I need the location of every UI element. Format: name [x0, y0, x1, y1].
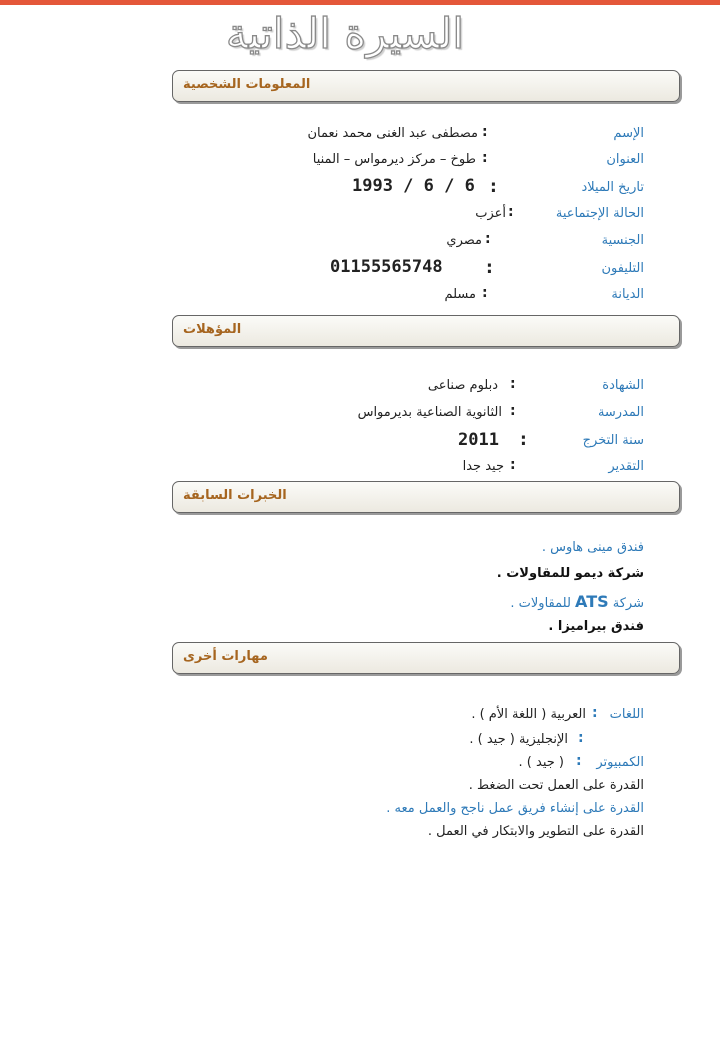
value-degree: دبلوم صناعى	[427, 378, 498, 393]
colon-marital: :	[508, 204, 514, 220]
colon-phone: :	[486, 258, 493, 278]
section-header-personal	[172, 70, 680, 102]
section-title-qualifications: المؤهلات	[183, 322, 242, 337]
value-school: الثانوية الصناعية بديرمواس	[357, 405, 502, 420]
experience-item-3-suffix: للمقاولات .	[510, 596, 571, 611]
value-marital: أعزب	[475, 206, 506, 221]
value-name: مصطفى عبد الغنى محمد نعمان	[307, 126, 478, 141]
label-grad-year: سنة التخرج	[582, 433, 644, 448]
experience-item-2: شركة ديمو للمقاولات .	[496, 566, 644, 581]
label-school: المدرسة	[597, 405, 644, 420]
label-religion: الديانة	[611, 287, 644, 302]
skill-item-1: القدرة على العمل تحت الضغط .	[468, 778, 644, 793]
colon-name: :	[482, 124, 488, 140]
experience-item-1: فندق مينى هاوس .	[541, 540, 644, 555]
label-nationality: الجنسية	[601, 233, 644, 248]
colon-language-2: :	[578, 730, 584, 746]
value-address: طوخ – مركز ديرمواس – المنيا	[312, 152, 476, 167]
label-address: العنوان	[606, 152, 644, 167]
colon-address: :	[482, 150, 488, 166]
experience-item-4: فندق بيراميزا .	[548, 619, 644, 634]
colon-birth: :	[490, 177, 497, 197]
colon-computer: :	[576, 753, 582, 769]
experience-item-3-prefix: شركة	[612, 596, 644, 611]
value-religion: مسلم	[444, 287, 476, 302]
section-header-experience	[172, 481, 680, 513]
top-accent-bar	[0, 0, 720, 5]
label-name: الإسم	[613, 126, 644, 141]
colon-nationality: :	[485, 231, 491, 247]
skill-item-3: القدرة على التطوير والابتكار في العمل .	[427, 824, 644, 839]
value-birth: 1993 / 6 / 6	[352, 176, 475, 196]
colon-languages: :	[592, 705, 598, 721]
value-grad-year: 2011	[458, 430, 499, 450]
value-computer: ( جيد ) .	[518, 755, 564, 770]
experience-item-3-brand: ATS	[575, 592, 609, 611]
label-grade: التقدير	[608, 459, 644, 474]
label-birth: تاريخ الميلاد	[581, 180, 644, 195]
section-header-qualifications	[172, 315, 680, 347]
colon-degree: :	[510, 376, 516, 392]
colon-school: :	[510, 403, 516, 419]
experience-item-3	[510, 592, 644, 611]
value-grade: جيد جدا	[462, 459, 504, 474]
section-title-personal: المعلومات الشخصية	[183, 77, 311, 92]
value-language-1: العربية ( اللغة الأم ) .	[471, 707, 586, 722]
section-title-skills: مهارات أخرى	[183, 649, 268, 664]
section-title-experience: الخبرات السابقة	[183, 488, 287, 503]
label-marital: الحالة الإجتماعية	[555, 206, 644, 221]
label-languages: اللغات	[609, 707, 644, 722]
value-nationality: مصري	[446, 233, 482, 248]
page-title: السيرة الذاتية	[225, 9, 465, 58]
label-computer: الكمبيوتر	[596, 755, 644, 770]
section-header-skills	[172, 642, 680, 674]
label-phone: التليفون	[601, 261, 644, 276]
colon-grade: :	[510, 457, 516, 473]
colon-religion: :	[482, 285, 488, 301]
skill-item-2: القدرة على إنشاء فريق عمل ناجح والعمل معه .	[386, 801, 644, 816]
colon-grad-year: :	[520, 430, 527, 450]
label-degree: الشهادة	[602, 378, 644, 393]
value-phone: 01155565748	[330, 257, 443, 277]
value-language-2: الإنجليزية ( جيد ) .	[469, 732, 568, 747]
